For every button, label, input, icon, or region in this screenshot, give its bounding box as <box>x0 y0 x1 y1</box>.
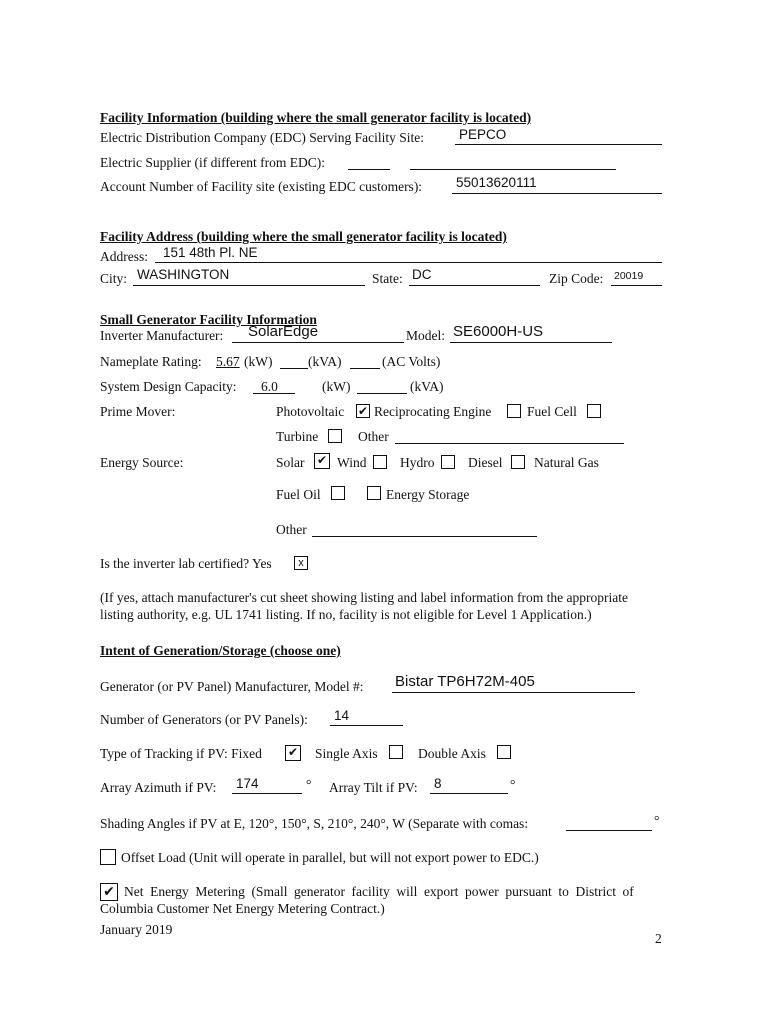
supplier-field-line-2 <box>410 169 616 170</box>
es-natural-gas-label: Natural Gas <box>534 455 599 470</box>
es-fuel-oil-checkbox[interactable] <box>331 486 345 500</box>
lab-certified-checkbox[interactable] <box>294 556 308 570</box>
tracking-double-checkbox[interactable] <box>497 745 511 759</box>
design-kva-unit: (kVA) <box>410 379 444 394</box>
azimuth-degree: ° <box>306 777 312 792</box>
tilt-degree: ° <box>510 777 516 792</box>
check-icon: ✔ <box>287 745 299 759</box>
azimuth-field-line <box>232 793 302 794</box>
facility-address-heading: Facility Address (building where the small generator facility is located) <box>100 229 507 244</box>
supplier-field-line[interactable] <box>348 169 390 170</box>
address-field-line <box>155 262 662 263</box>
pm-turbine-label: Turbine <box>276 429 319 444</box>
design-kw-field-line <box>253 393 295 394</box>
design-capacity-label: System Design Capacity: <box>100 379 237 394</box>
pm-photovoltaic-label: Photovoltaic <box>276 404 345 419</box>
num-generators-value[interactable]: 14 <box>334 708 350 723</box>
offset-load-checkbox[interactable] <box>100 849 116 865</box>
pm-other-field[interactable] <box>395 443 624 444</box>
model-label: Model: <box>406 328 445 343</box>
azimuth-label: Array Azimuth if PV: <box>100 780 217 795</box>
es-solar-label: Solar <box>276 455 305 470</box>
es-hydro-label: Hydro <box>400 455 435 470</box>
state-field-line <box>409 285 540 286</box>
footer-date: January 2019 <box>100 922 173 937</box>
es-energy-storage-checkbox[interactable] <box>367 486 381 500</box>
manufacturer-value[interactable]: Bistar TP6H72M-405 <box>395 673 535 690</box>
es-diesel-checkbox[interactable] <box>511 455 525 469</box>
num-generators-label: Number of Generators (or PV Panels): <box>100 712 308 727</box>
es-other-field[interactable] <box>312 536 537 537</box>
shading-label: Shading Angles if PV at E, 120°, 150°, S, 210°, 240°, W (Separate with comas: <box>100 816 529 831</box>
net-metering-checkbox[interactable] <box>100 883 118 901</box>
manufacturer-field-line <box>392 692 635 693</box>
check-icon: ✔ <box>316 453 328 467</box>
state-value[interactable]: DC <box>412 267 432 282</box>
listing-note-line-2: listing authority, e.g. UL 1741 listing. If no, facility is not eligible for Level 1 Application.) <box>100 607 592 622</box>
pm-other-label: Other <box>358 429 389 444</box>
tilt-field-line <box>430 793 508 794</box>
check-icon: ✔ <box>357 404 369 418</box>
intent-heading: Intent of Generation/Storage (choose one) <box>100 643 341 658</box>
x-mark-icon: x <box>298 557 304 569</box>
pm-turbine-checkbox[interactable] <box>328 429 342 443</box>
city-field-line <box>133 285 365 286</box>
facility-info-heading: Facility Information (building where the small generator facility is located) <box>100 110 532 125</box>
edc-label: Electric Distribution Company (EDC) Serving Facility Site: <box>100 130 424 145</box>
check-icon: ✔ <box>103 884 115 900</box>
pm-fuel-cell-label: Fuel Cell <box>527 404 577 419</box>
supplier-label: Electric Supplier (if different from EDC): <box>100 155 326 170</box>
tracking-double-label: Double Axis <box>418 746 486 761</box>
nameplate-label: Nameplate Rating: <box>100 354 202 369</box>
zip-field-line <box>611 285 662 286</box>
account-label: Account Number of Facility site (existing EDC customers): <box>100 179 423 194</box>
pm-fuel-cell-checkbox[interactable] <box>587 404 601 418</box>
shading-field[interactable] <box>566 830 652 831</box>
pm-reciprocating-checkbox[interactable] <box>507 404 521 418</box>
net-metering-line-2: Columbia Customer Net Energy Metering Contract.) <box>100 901 385 916</box>
es-solar-checkbox[interactable] <box>314 453 330 469</box>
address-value[interactable]: 151 48th Pl. NE <box>163 245 258 260</box>
address-label: Address: <box>100 249 148 264</box>
es-fuel-oil-label: Fuel Oil <box>276 487 321 502</box>
azimuth-value[interactable]: 174 <box>236 776 259 791</box>
model-value[interactable]: SE6000H-US <box>453 323 544 340</box>
nameplate-kw-value[interactable]: 5.67 <box>216 354 240 369</box>
tilt-label: Array Tilt if PV: <box>329 780 418 795</box>
tracking-single-label: Single Axis <box>315 746 378 761</box>
design-kw-value[interactable]: 6.0 <box>261 379 278 394</box>
pm-reciprocating-label: Reciprocating Engine <box>374 404 492 419</box>
es-energy-storage-label: Energy Storage <box>386 487 470 502</box>
es-diesel-label: Diesel <box>468 455 503 470</box>
es-wind-checkbox[interactable] <box>373 455 387 469</box>
es-other-label: Other <box>276 522 307 537</box>
tracking-single-checkbox[interactable] <box>389 745 403 759</box>
nameplate-kva-unit: (kVA) <box>308 354 342 369</box>
nameplate-ac-volts-unit: (AC Volts) <box>382 354 441 369</box>
nameplate-kva-field[interactable] <box>280 368 308 369</box>
design-kva-field[interactable] <box>357 393 407 394</box>
inverter-label: Inverter Manufacturer: <box>100 328 224 343</box>
listing-note-line-1: (If yes, attach manufacturer's cut sheet showing listing and label information from the appropriate <box>100 590 629 605</box>
zip-label: Zip Code: <box>549 271 604 286</box>
nameplate-kw-unit: (kW) <box>244 354 273 369</box>
es-wind-label: Wind <box>337 455 367 470</box>
edc-field-line <box>455 144 662 145</box>
energy-source-label: Energy Source: <box>100 455 184 470</box>
city-value[interactable]: WASHINGTON <box>137 267 230 282</box>
zip-value[interactable]: 20019 <box>614 270 644 282</box>
num-generators-field-line <box>330 725 403 726</box>
manufacturer-label: Generator (or PV Panel) Manufacturer, Model #: <box>100 679 364 694</box>
lab-certified-label: Is the inverter lab certified? Yes <box>100 556 272 571</box>
design-kw-unit: (kW) <box>322 379 351 394</box>
account-value[interactable]: 55013620111 <box>456 175 537 190</box>
page-number: 2 <box>655 931 662 946</box>
edc-value[interactable]: PEPCO <box>459 127 507 142</box>
tilt-value[interactable]: 8 <box>434 776 442 791</box>
pm-photovoltaic-checkbox[interactable] <box>356 404 370 418</box>
shading-degree: ° <box>654 813 660 828</box>
nameplate-ac-volts-field[interactable] <box>350 368 380 369</box>
tracking-fixed-checkbox[interactable] <box>285 745 301 761</box>
inverter-field-line <box>232 342 404 343</box>
city-label: City: <box>100 271 128 286</box>
tracking-label: Type of Tracking if PV: Fixed <box>100 746 262 761</box>
account-field-line <box>452 193 662 194</box>
inverter-value[interactable]: SolarEdge <box>248 323 319 340</box>
prime-mover-label: Prime Mover: <box>100 404 176 419</box>
es-hydro-checkbox[interactable] <box>441 455 455 469</box>
offset-load-label: Offset Load (Unit will operate in parallel, but will not export power to EDC.) <box>121 850 539 865</box>
model-field-line <box>450 342 612 343</box>
generator-info-heading: Small Generator Facility Information <box>100 312 317 327</box>
net-metering-line-1: Net Energy Metering (Small generator facility will export power pursuant to District of <box>124 884 634 899</box>
state-label: State: <box>372 271 403 286</box>
